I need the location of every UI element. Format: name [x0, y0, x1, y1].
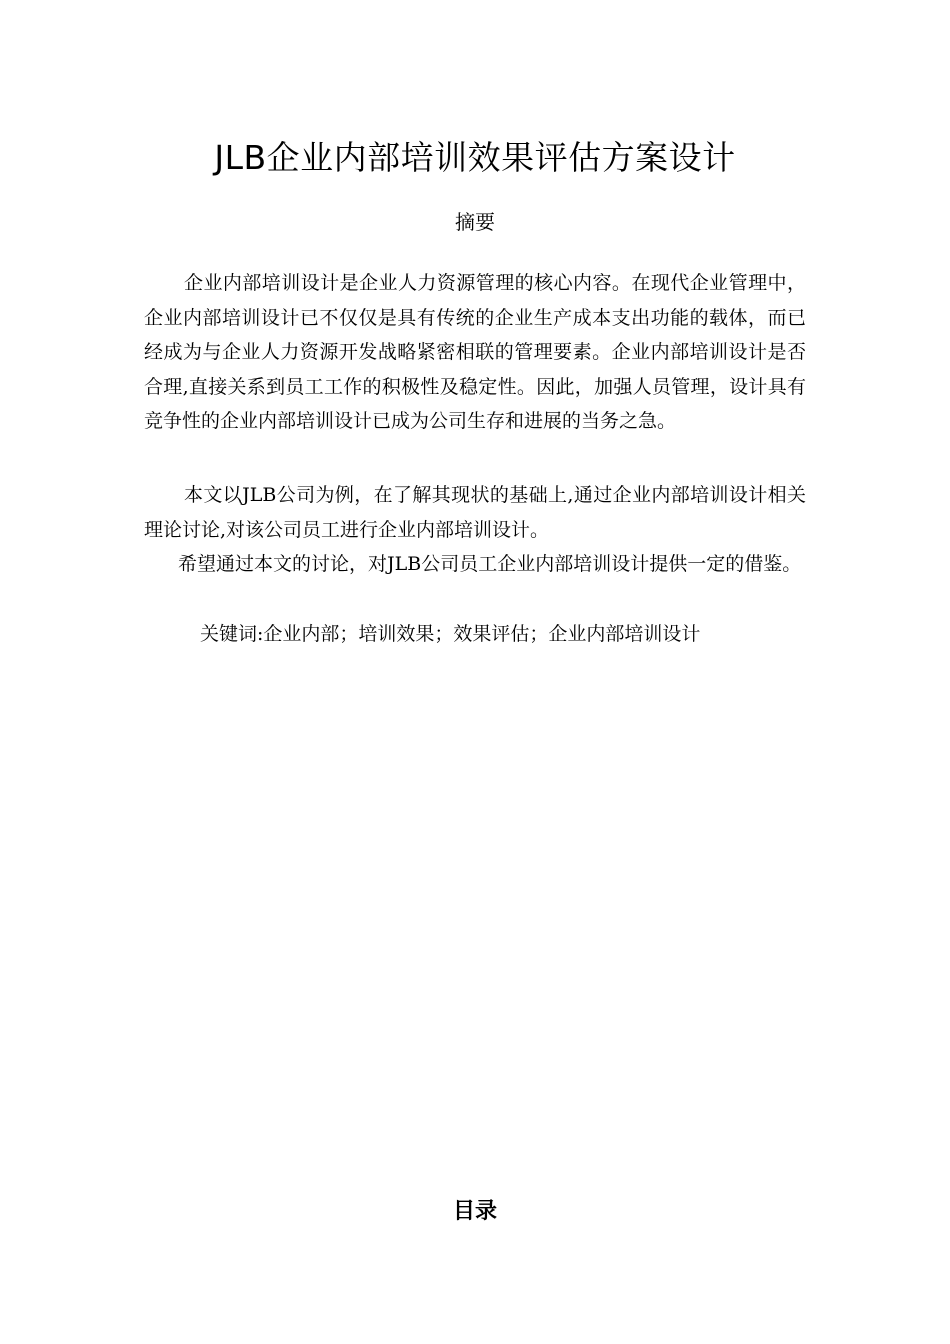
- abstract-paragraph-1: 企业内部培训设计是企业人力资源管理的核心内容。在现代企业管理中，企业内部培训设计已不仅仅是具有传统的企业生产成本支出功能的载体，而已经成为与企业人力资源开发战略紧密相联的管理要素。企业内部培训设计是否合理,直接关系到员工工作的积极性及稳定性。因此，加强人员管理，设计具有竞争性的企业内部培训设计已成为公司生存和进展的当务之急。: [144, 272, 806, 432]
- toc-heading: 目录: [452, 1199, 497, 1224]
- abstract-paragraph-2: 本文以JLB公司为例，在了解其现状的基础上,通过企业内部培训设计相关理论讨论,对该公司员工进行企业内部培训设计。: [144, 484, 806, 541]
- keywords-line: 关键词:企业内部；培训效果；效果评估；企业内部培训设计: [200, 623, 701, 645]
- abstract-paragraph-3: 希望通过本文的讨论，对JLB公司员工企业内部培训设计提供一定的借鉴。: [178, 553, 802, 575]
- abstract-heading: 摘要: [455, 210, 495, 234]
- document-title: JLB企业内部培训效果评估方案设计: [214, 138, 736, 177]
